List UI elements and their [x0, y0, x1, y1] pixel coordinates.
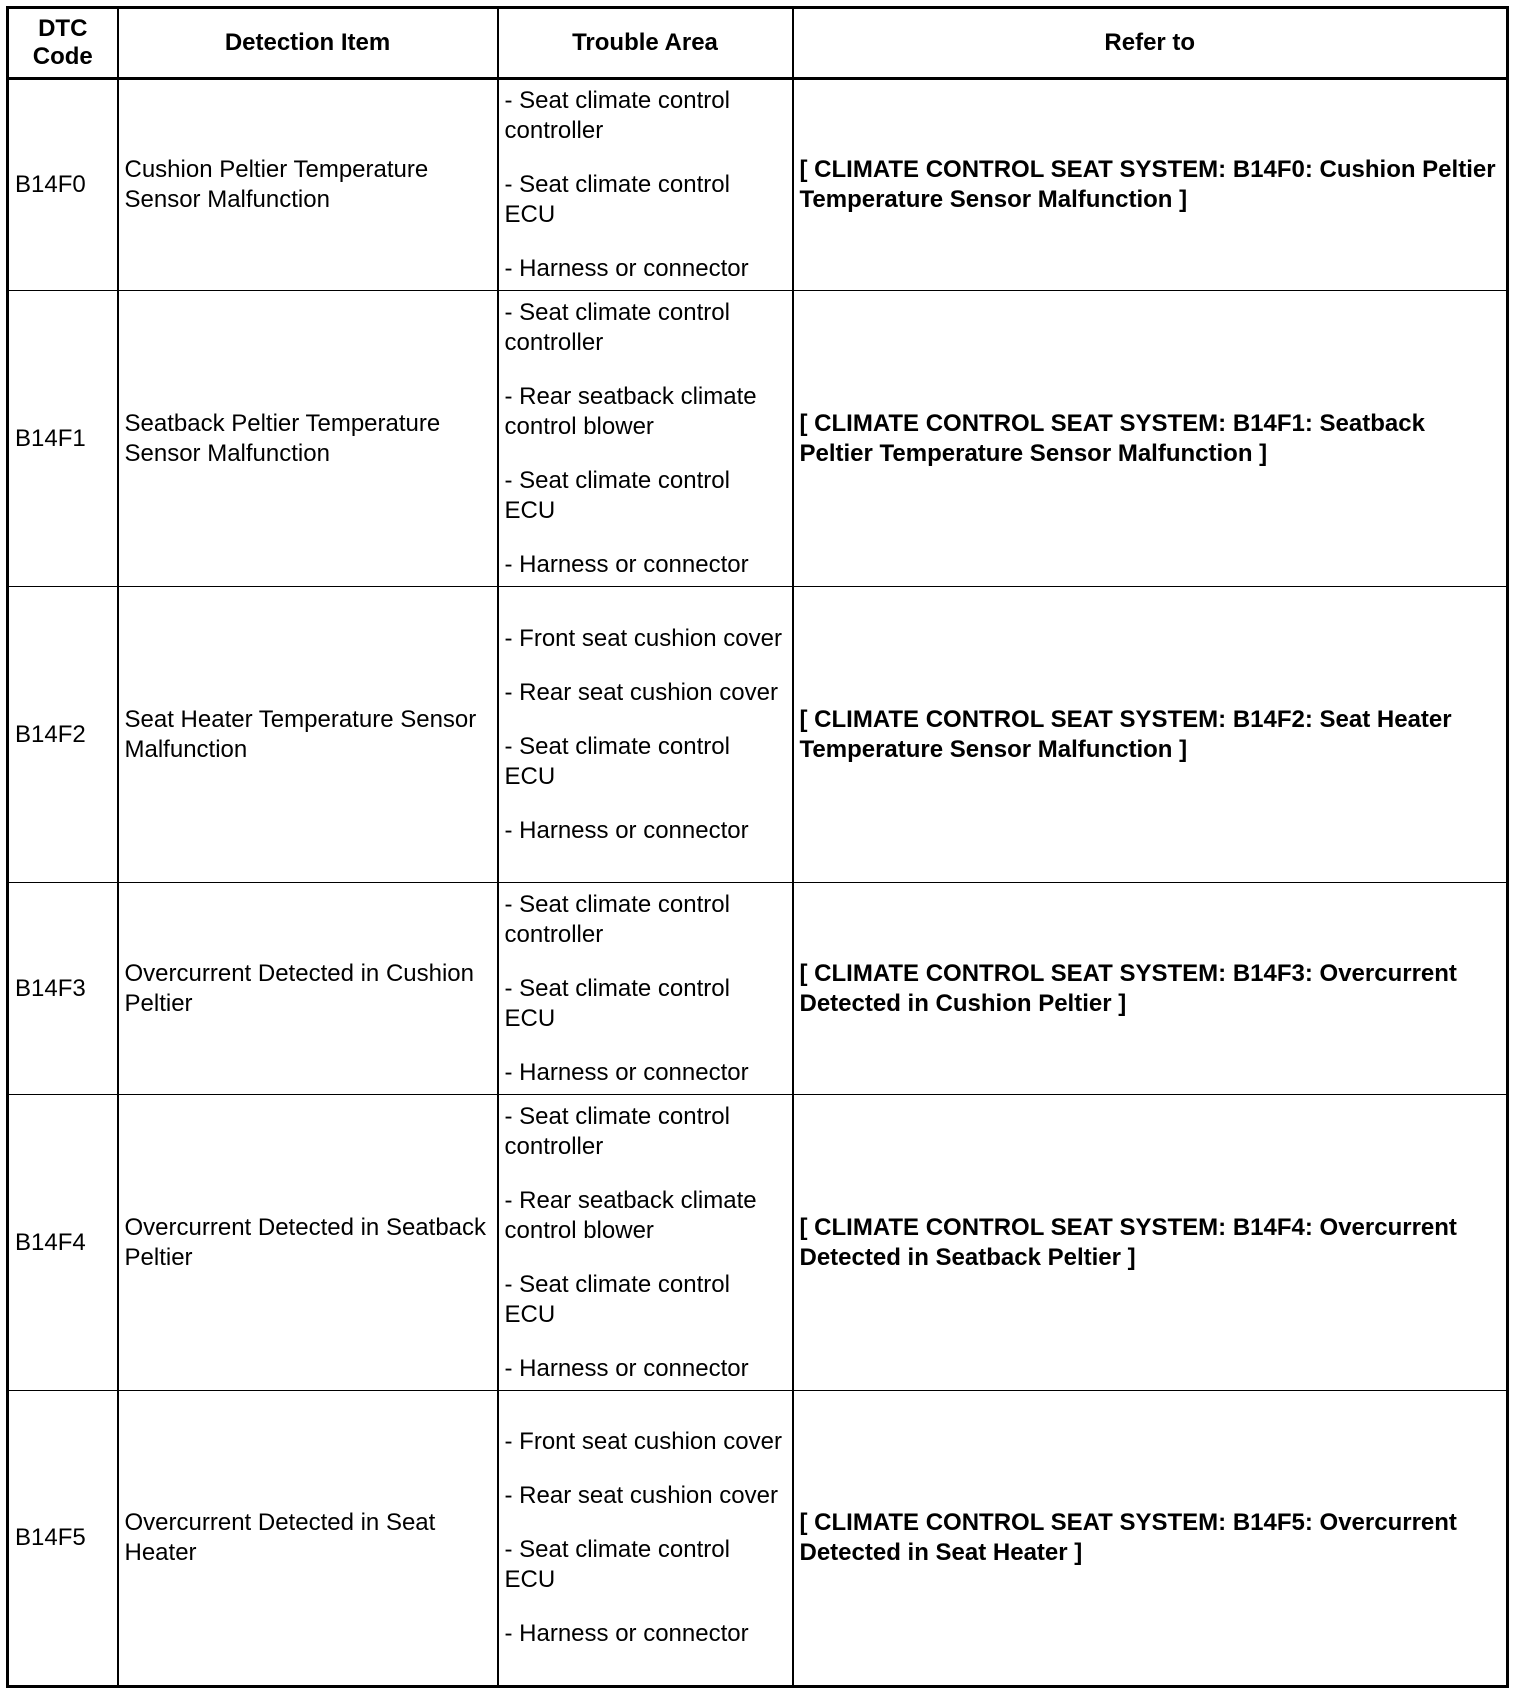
dtc-table	[6, 6, 1509, 1688]
trouble-area-item: - Rear seat cushion cover	[504, 1482, 778, 1509]
trouble-area-cell	[498, 587, 793, 883]
table-row	[8, 587, 1508, 883]
detection-item-cell: Overcurrent Detected in Seatback Peltier	[118, 1095, 498, 1391]
trouble-area-cell	[498, 291, 793, 587]
table-row	[8, 1095, 1508, 1391]
detection-item-cell: Seat Heater Temperature Sensor Malfunction	[118, 587, 498, 883]
trouble-area-item: - Rear seatback climate control blower	[504, 382, 757, 440]
trouble-area-cell	[498, 1095, 793, 1391]
dtc-code-cell: B14F0	[8, 79, 118, 291]
trouble-area-item: - Seat climate control ECU	[504, 732, 730, 790]
trouble-area-item: - Front seat cushion cover	[504, 624, 782, 652]
trouble-area-cell	[498, 883, 793, 1095]
dtc-table-container	[6, 6, 1509, 1688]
trouble-area-item: - Seat climate control controller	[504, 87, 730, 144]
header-row	[8, 8, 1508, 79]
trouble-area-item: - Harness or connector	[504, 1620, 749, 1647]
refer-to-link[interactable]: [ CLIMATE CONTROL SEAT SYSTEM: B14F1: Seatback Peltier Temperature Sensor Malfunction ]	[793, 291, 1508, 587]
trouble-area-item: - Rear seatback climate control blower	[504, 1186, 757, 1244]
detection-item-cell: Seatback Peltier Temperature Sensor Malfunction	[118, 291, 498, 587]
trouble-area-item: - Harness or connector	[504, 1354, 749, 1382]
header-dtc-code	[8, 8, 118, 79]
trouble-area-item: - Harness or connector	[504, 816, 749, 844]
trouble-area-item: - Seat climate control controller	[504, 1102, 730, 1160]
refer-to-link[interactable]: [ CLIMATE CONTROL SEAT SYSTEM: B14F3: Overcurrent Detected in Cushion Peltier ]	[793, 883, 1508, 1095]
table-row	[8, 79, 1508, 291]
trouble-area-item: - Front seat cushion cover	[504, 1428, 782, 1455]
header-trouble-area: Trouble Area	[498, 8, 793, 79]
header-refer-to: Refer to	[793, 8, 1508, 79]
detection-item-cell: Cushion Peltier Temperature Sensor Malfunction	[118, 79, 498, 291]
trouble-area-item: - Seat climate control ECU	[504, 974, 730, 1032]
refer-to-link[interactable]: [ CLIMATE CONTROL SEAT SYSTEM: B14F5: Overcurrent Detected in Seat Heater ]	[793, 1391, 1508, 1687]
trouble-area-item: - Seat climate control controller	[504, 298, 730, 356]
trouble-area-item: - Seat climate control ECU	[504, 1270, 730, 1328]
trouble-area-item: - Seat climate control ECU	[504, 466, 730, 524]
trouble-area-item: - Seat climate control ECU	[504, 1536, 730, 1593]
table-row	[8, 291, 1508, 587]
dtc-code-cell: B14F2	[8, 587, 118, 883]
trouble-area-item: - Harness or connector	[504, 255, 749, 282]
trouble-area-item: - Seat climate control ECU	[504, 171, 730, 228]
detection-item-cell: Overcurrent Detected in Seat Heater	[118, 1391, 498, 1687]
table-row	[8, 883, 1508, 1095]
refer-to-link[interactable]: [ CLIMATE CONTROL SEAT SYSTEM: B14F0: Cushion Peltier Temperature Sensor Malfunction ]	[793, 79, 1508, 291]
table-row	[8, 1391, 1508, 1687]
trouble-area-item: - Harness or connector	[504, 1058, 749, 1086]
header-detection-item: Detection Item	[118, 8, 498, 79]
dtc-code-cell: B14F4	[8, 1095, 118, 1391]
detection-item-cell: Overcurrent Detected in Cushion Peltier	[118, 883, 498, 1095]
trouble-area-item: - Harness or connector	[504, 550, 749, 578]
refer-to-link[interactable]: [ CLIMATE CONTROL SEAT SYSTEM: B14F2: Seat Heater Temperature Sensor Malfunction ]	[793, 587, 1508, 883]
trouble-area-item: - Rear seat cushion cover	[504, 678, 778, 706]
dtc-code-cell: B14F5	[8, 1391, 118, 1687]
header-dtc-code-label: DTC Code	[32, 15, 93, 70]
trouble-area-cell	[498, 79, 793, 291]
dtc-code-cell: B14F1	[8, 291, 118, 587]
dtc-code-cell: B14F3	[8, 883, 118, 1095]
refer-to-link[interactable]: [ CLIMATE CONTROL SEAT SYSTEM: B14F4: Overcurrent Detected in Seatback Peltier ]	[793, 1095, 1508, 1391]
trouble-area-item: - Seat climate control controller	[504, 890, 730, 948]
trouble-area-cell	[498, 1391, 793, 1687]
